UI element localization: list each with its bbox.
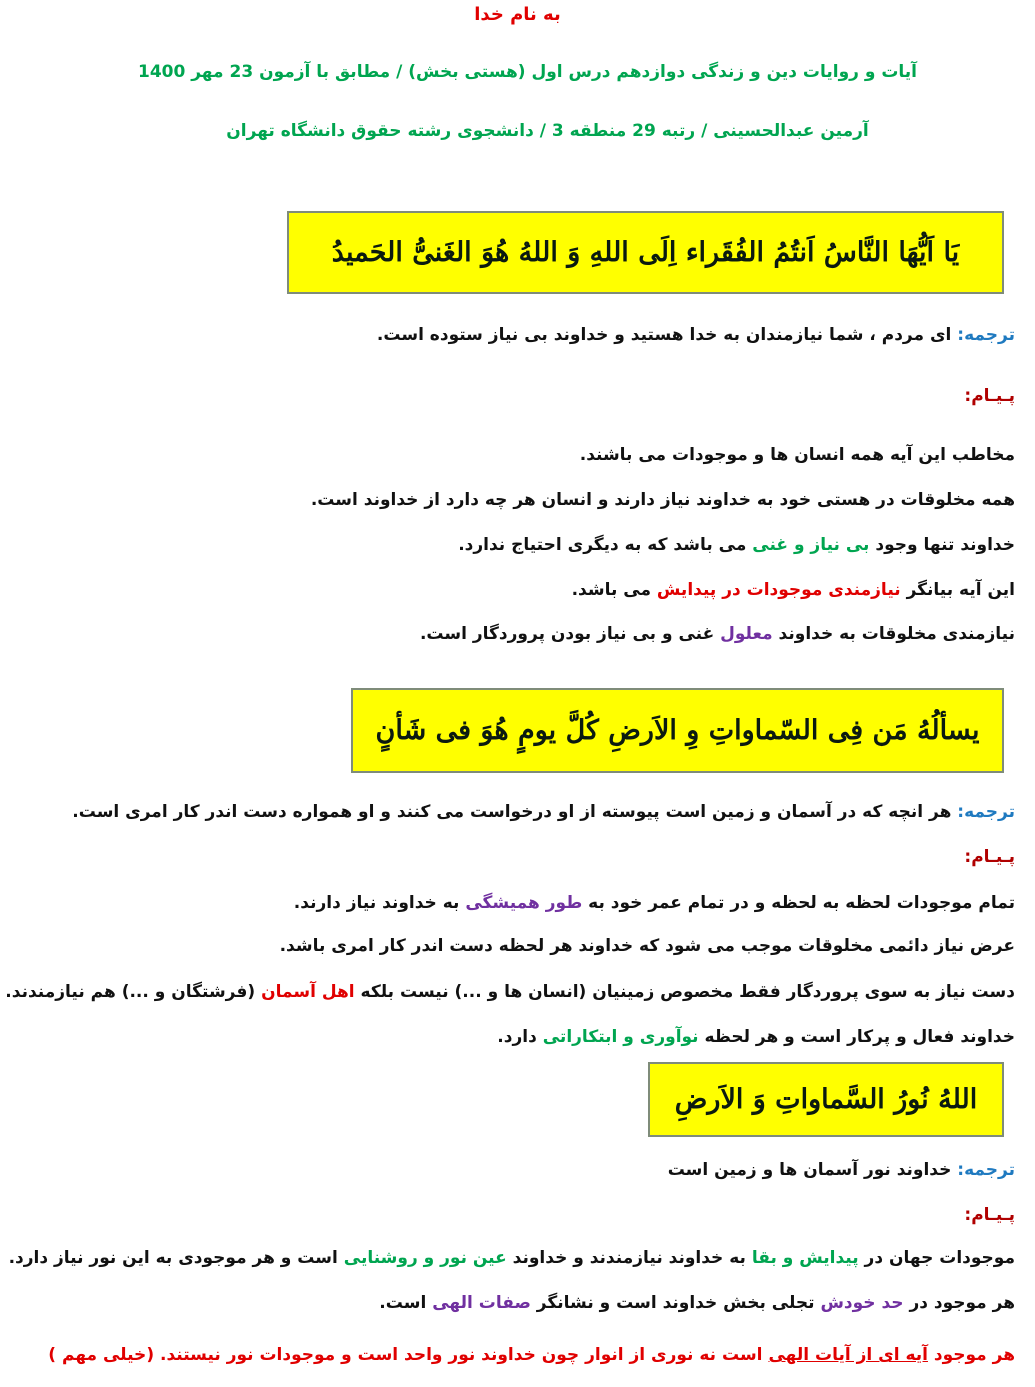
text-segment: دست نیاز به سوی پروردگار فقط مخصوص زمینیان (انسان ها و ...) نیست بلکه [354, 982, 1015, 1002]
highlighted-text: پـیـام: [964, 386, 1015, 406]
verse-box-1: یَا اَیُّهَا النَّاسُ اَنتُمُ الفُقَراء اِلَی اللهِ وَ اللهُ هُوَ الغَنیُّ الحَمیدُ [287, 211, 1004, 294]
highlighted-text: هر موجود [927, 1345, 1015, 1365]
text-segment: تجلی بخش خداوند است و نشانگر [530, 1293, 821, 1313]
text-segment: (فرشتگان و ...) هم نیازمندند. [5, 982, 262, 1002]
text-segment: نیازمندی مخلوقات به خداوند [772, 624, 1015, 644]
verse-box-3: اللهُ نُورُ السَّماواتِ وَ الاَرضِ [648, 1062, 1004, 1137]
highlighted-text: معلول [720, 624, 773, 644]
verse-box-2: یسألُهُ مَن فِی السّماواتِ وِ الاَرضِ کُلَّ یومٍ هُوَ فی شَأنٍ [351, 688, 1004, 773]
basmala: به نام خدا [474, 4, 561, 25]
highlighted-text: اهل آسمان [261, 982, 355, 1002]
message-line [311, 487, 1015, 513]
text-segment: است. [379, 1293, 433, 1313]
text-segment: مخاطب این آیه همه انسان ها و موجودات می باشند. [579, 445, 1015, 465]
message-line [572, 577, 1015, 603]
message-line [580, 442, 1015, 468]
message-heading [964, 844, 1015, 870]
highlighted-text: طور همیشگی [465, 893, 583, 913]
text-segment: می باشد که به دیگری احتیاج ندارد. [458, 535, 753, 555]
translation-label: ترجمه: [951, 325, 1015, 345]
translation-label: ترجمه: [951, 802, 1015, 822]
text-segment: همه مخلوقات در هستی خود به خداوند نیاز دارند و انسان هر چه دارد از خداوند است. [310, 490, 1015, 510]
highlighted-text: پـیـام: [964, 1205, 1015, 1225]
text-segment: تمام موجودات لحظه به لحظه و در تمام عمر خود به [582, 893, 1015, 913]
text-segment: می باشد. [571, 580, 657, 600]
highlighted-text: نیازمندی موجودات در پیدایش [656, 580, 901, 600]
text-segment: هر انچه که در آسمان و زمین است پیوسته از او درخواست می کنند و او همواره دست اندر کار امری است. [72, 802, 952, 822]
message-line [5, 979, 1015, 1005]
message-line [294, 890, 1015, 916]
message-line [458, 532, 1015, 558]
translation-line [377, 322, 1015, 348]
message-line [280, 933, 1015, 959]
highlighted-text: حد خودش [820, 1293, 904, 1313]
message-line [497, 1024, 1015, 1050]
translation-line [668, 1157, 1015, 1183]
highlighted-text: عین نور و روشنایی [343, 1248, 507, 1268]
text-segment: به خداوند نیازمندند و خداوند [506, 1248, 752, 1268]
text-segment: هر موجود در [903, 1293, 1015, 1313]
message-line [9, 1245, 1015, 1271]
translation-label: ترجمه: [951, 1160, 1015, 1180]
message-heading [964, 383, 1015, 409]
highlighted-text: پـیـام: [964, 847, 1015, 867]
highlighted-text: نوآوری و ابتکاراتی [542, 1027, 699, 1047]
text-segment: خداوند فعال و پرکار است و هر لحظه [698, 1027, 1015, 1047]
highlighted-text: پیدایش و بقا [751, 1248, 859, 1268]
text-segment: خداوند تنها وجود [869, 535, 1015, 555]
highlighted-text: صفات الهی [432, 1293, 531, 1313]
message-line [420, 621, 1015, 647]
message-line [48, 1342, 1015, 1368]
message-line [379, 1290, 1015, 1316]
text-segment: است و هر موجودی به این نور نیاز دارد. [8, 1248, 344, 1268]
document-title: آیات و روایات دین و زندگی دوازدهم درس اول (هستی بخش) / مطابق با آزمون 23 مهر 1400 [137, 62, 918, 82]
text-segment: دارد. [497, 1027, 543, 1047]
highlighted-text: آیه ای از آیات الهی [768, 1345, 928, 1365]
author-line: آرمین عبدالحسینی / رتبه 29 منطقه 3 / دانشجوی رشته حقوق دانشگاه تهران [226, 121, 869, 141]
text-segment: غنی و بی نیاز بودن پروردگار است. [419, 624, 721, 644]
text-segment: ای مردم ، شما نیازمندان به خدا هستید و خداوند بی نیاز ستوده است. [376, 325, 952, 345]
translation-line [72, 799, 1015, 825]
text-segment: خداوند نور آسمان ها و زمین است [667, 1160, 952, 1180]
text-segment: عرض نیاز دائمی مخلوقات موجب می شود که خداوند هر لحظه دست اندر کار امری باشد. [279, 936, 1015, 956]
text-segment: این آیه بیانگر [900, 580, 1015, 600]
highlighted-text: است نه نوری از انوار چون خداوند نور واحد است و موجودات نور نیستند. (خیلی مهم ) [48, 1345, 769, 1365]
message-heading [964, 1202, 1015, 1228]
text-segment: موجودات جهان در [858, 1248, 1015, 1268]
highlighted-text: بی نیاز و غنی [752, 535, 870, 555]
text-segment: به خداوند نیاز دارند. [293, 893, 466, 913]
